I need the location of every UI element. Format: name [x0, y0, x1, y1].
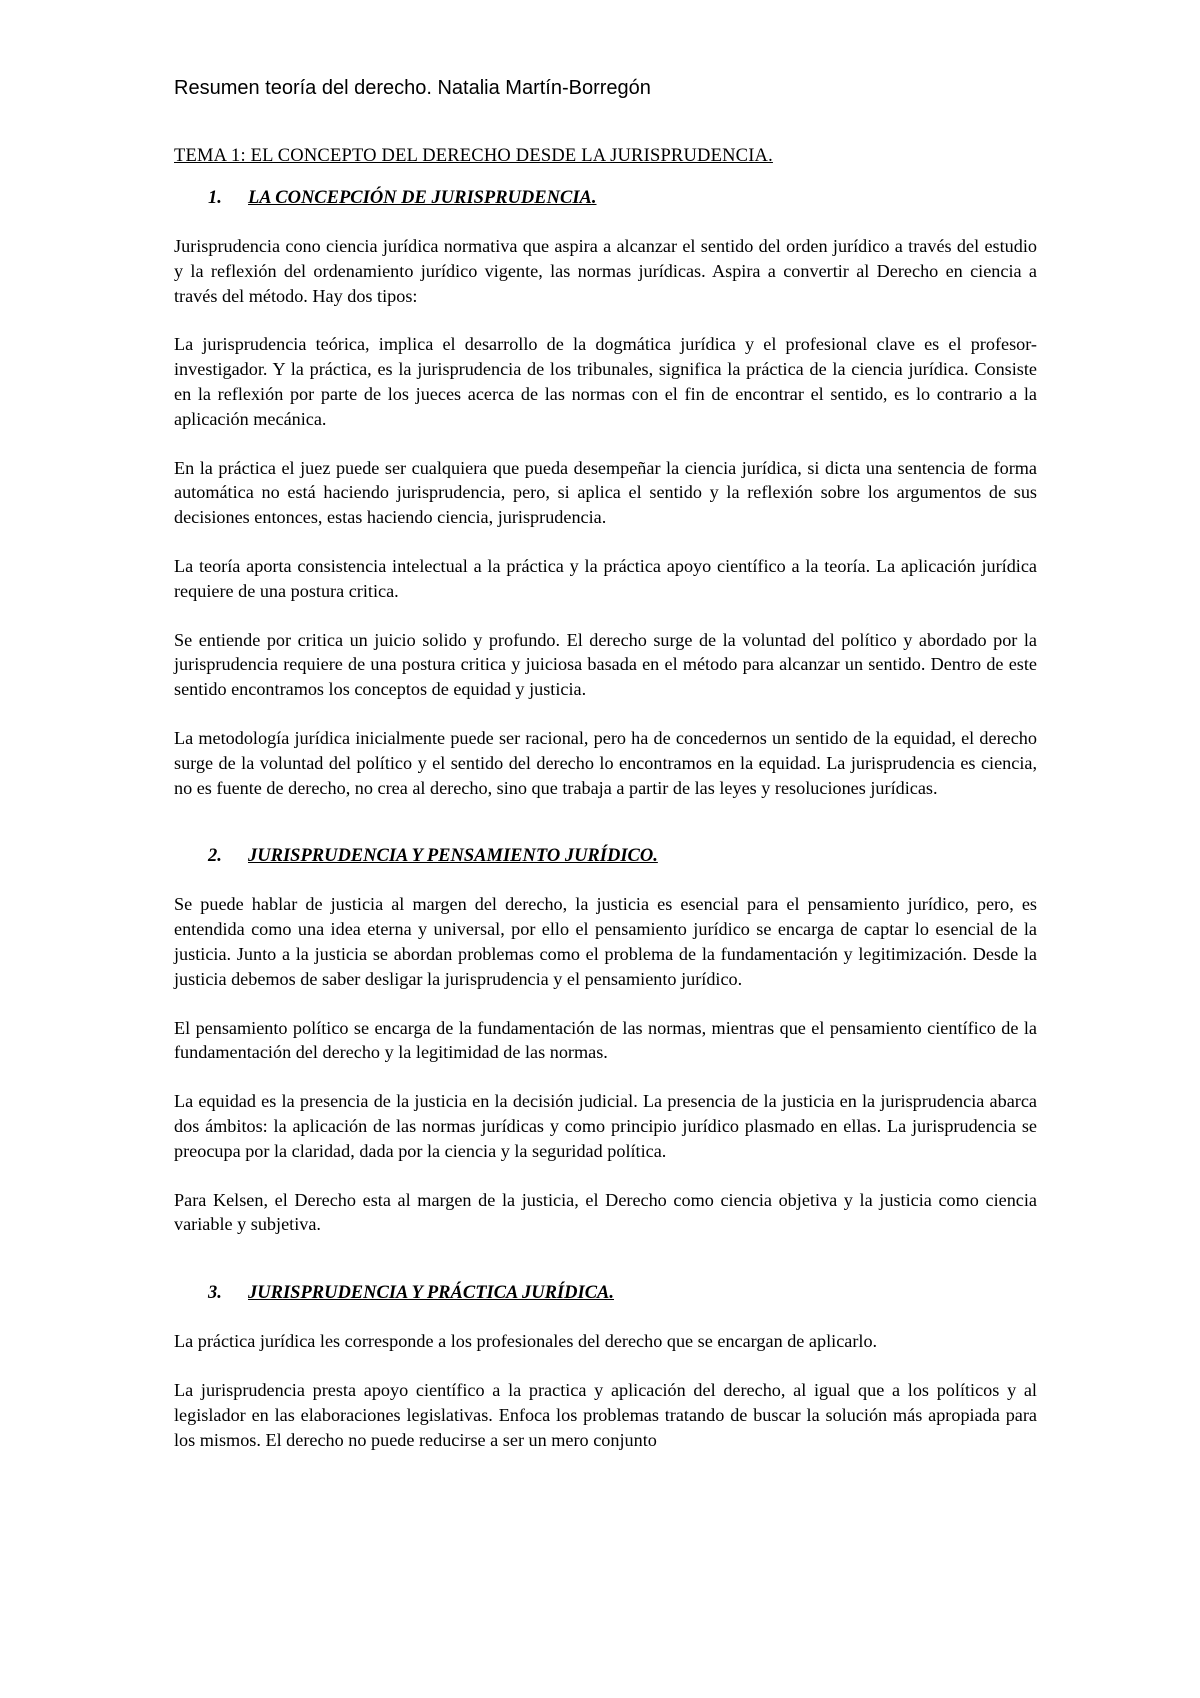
section-heading — [174, 1281, 1037, 1305]
paragraph: La metodología jurídica inicialmente puede ser racional, pero ha de concedernos un sentido de la equidad, el derecho surge de la voluntad del político y el sentido del derecho lo encontramos en la equidad. La jurisprudencia es ciencia, no es fuente de derecho, no crea al derecho, sino que trabaja a partir de las leyes y resoluciones jurídicas. — [174, 727, 1037, 798]
document-header: Resumen teoría del derecho. Natalia Martín-Borregón — [174, 77, 651, 99]
section-3 — [174, 1281, 1037, 1452]
paragraph: La teoría aporta consistencia intelectual a la práctica y la práctica apoyo científico a la teoría. La aplicación jurídica requiere de una postura critica. — [174, 555, 1037, 601]
paragraph: La jurisprudencia teórica, implica el desarrollo de la dogmática jurídica y el profesional clave es el profesor-investigador. Y la práctica, es la jurisprudencia de los tribunales, significa la práctica de la ciencia jurídica. Consiste en la reflexión por parte de los jueces acerca de las normas con el fin de encontrar el sentido, es lo contrario a la aplicación mecánica. — [174, 334, 1037, 429]
section-title: JURISPRUDENCIA Y PENSAMIENTO JURÍDICO. — [248, 846, 658, 867]
section-1 — [174, 186, 1037, 800]
section-number: 1. — [208, 188, 222, 208]
section-number: 3. — [208, 1283, 222, 1304]
paragraph: Se entiende por critica un juicio solido y profundo. El derecho surge de la voluntad del político y abordado por la jurisprudencia requiere de una postura critica y juiciosa basada en el método para alcanzar un sentido. Dentro de este sentido encontramos los conceptos de equidad y justicia. — [174, 629, 1037, 700]
paragraph: Se puede hablar de justicia al margen del derecho, la justicia es esencial para el pensamiento jurídico, pero, es entendida como una idea eterna y universal, por ello el pensamiento jurídico se encarga de captar lo esencial de la justicia. Junto a la justicia se abordan problemas como el problema de la fundamentación y legitimización. Desde la justicia debemos de saber desligar la jurisprudencia y el pensamiento jurídico. — [174, 894, 1037, 989]
paragraph: La jurisprudencia presta apoyo científico a la practica y aplicación del derecho, al igual que a los políticos y al legislador en las elaboraciones legislativas. Enfoca los problemas tratando de buscar la solución más apropiada para los mismos. El derecho no puede reducirse a ser un mero conjunto — [174, 1379, 1037, 1450]
section-title: JURISPRUDENCIA Y PRÁCTICA JURÍDICA. — [248, 1283, 614, 1304]
paragraph: El pensamiento político se encarga de la fundamentación de las normas, mientras que el pensamiento científico de la fundamentación del derecho y la legitimidad de las normas. — [174, 1017, 1037, 1063]
paragraph: Para Kelsen, el Derecho esta al margen de la justicia, el Derecho como ciencia objetiva y la justicia como ciencia variable y subjetiva. — [174, 1189, 1037, 1235]
paragraph: Jurisprudencia cono ciencia jurídica normativa que aspira a alcanzar el sentido del orden jurídico a través del estudio y la reflexión del ordenamiento jurídico vigente, las normas jurídicas. Aspira a convertir al Derecho en ciencia a través del método. Hay dos tipos: — [174, 236, 1037, 306]
tema-title: TEMA 1: EL CONCEPTO DEL DERECHO DESDE LA JURISPRUDENCIA. — [174, 146, 773, 166]
paragraph: La equidad es la presencia de la justicia en la decisión judicial. La presencia de la justicia en la jurisprudencia abarca dos ámbitos: la aplicación de las normas jurídicas y como principio jurídico plasmado en ellas. La jurisprudencia se preocupa por la claridad, dada por la ciencia y la seguridad política. — [174, 1091, 1037, 1161]
section-2 — [174, 844, 1037, 1237]
section-heading — [174, 186, 1037, 210]
document-page — [174, 66, 1037, 1452]
section-heading — [174, 844, 1037, 868]
paragraph: En la práctica el juez puede ser cualquiera que pueda desempeñar la ciencia jurídica, si dicta una sentencia de forma automática no está haciendo jurisprudencia, pero, si aplica el sentido y la reflexión sobre los argumentos de sus decisiones entonces, estas haciendo ciencia, jurisprudencia. — [174, 457, 1037, 528]
section-title: LA CONCEPCIÓN DE JURISPRUDENCIA. — [248, 188, 597, 208]
paragraph: La práctica jurídica les corresponde a los profesionales del derecho que se encargan de aplicarlo. — [174, 1331, 878, 1352]
section-number: 2. — [208, 846, 222, 867]
